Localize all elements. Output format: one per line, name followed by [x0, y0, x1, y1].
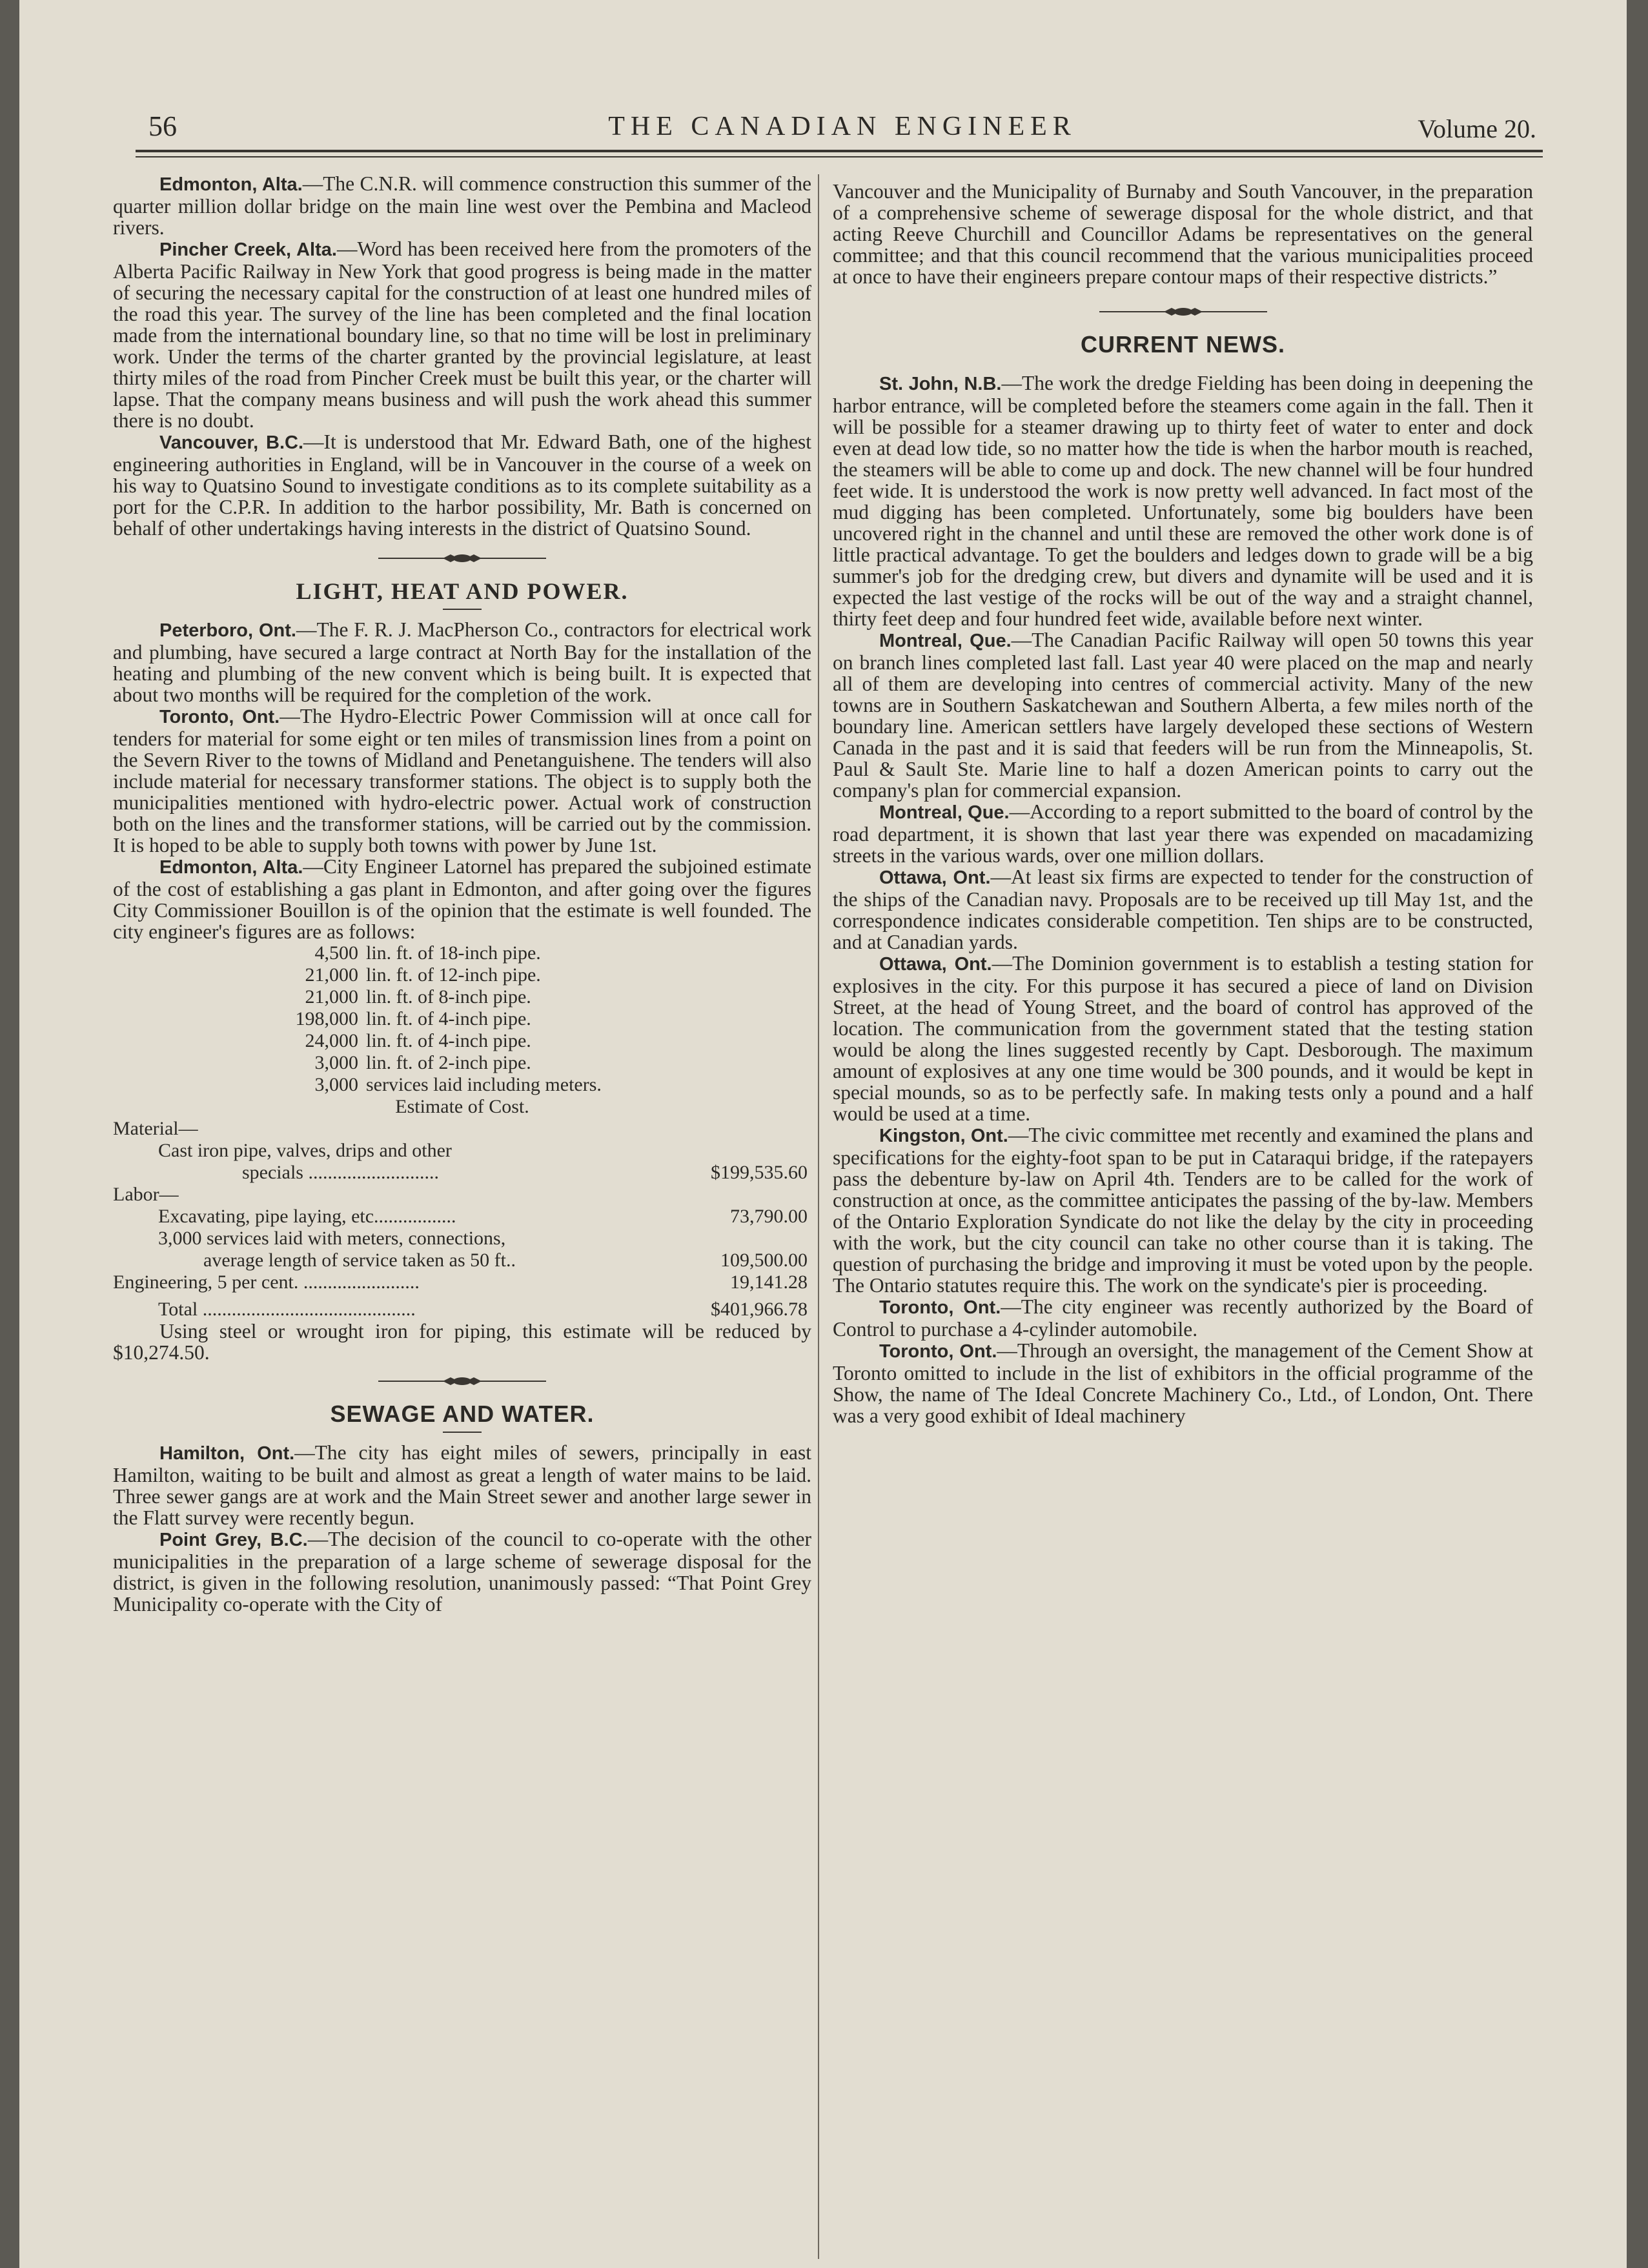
item-place: St. John, N.B. — [879, 374, 1002, 394]
news-item — [833, 1296, 1533, 1340]
item-place: Toronto, Ont. — [879, 1341, 997, 1362]
item-text: —The F. R. J. MacPherson Co., contractors for electrical work and plumbing, have secured a large contract at North Bay for the installation of the heating and plumbing of the new convent which is being built. It is expected that about two months will be required for the completion of the work. — [113, 618, 811, 706]
section-heading-sewage-water: SEWAGE AND WATER. — [330, 1401, 595, 1427]
pipe-row: 198,000 lin. ft. of 4-inch pipe. — [295, 1008, 531, 1029]
item-place: Pincher Creek, Alta. — [159, 239, 337, 260]
estimate-note: Using steel or wrought iron for piping, this estimate will be reduced by $10,274.50. — [113, 1320, 811, 1364]
item-place: Kingston, Ont. — [879, 1126, 1008, 1146]
news-item — [833, 866, 1533, 953]
news-item — [113, 619, 811, 705]
item-text: —The civic committee met recently and examined the plans and specifications for the eighty-foot span to be put in Cataraqui bridge, if the ratepayers pass the debenture by-law on April 4th. Tenders are to be called for the work of construction at once, as the committee anticipates the passing of the by-law. Members of the Ontario Exploration Syndicate do not like the delay by the city in proceeding with the work, but the city council can take no other course than it is taking. The question of purchasing the bridge and improving it must be voted upon by the people. The Ontario statutes require this. The work on the syndicate's pier is proceeding. — [833, 1124, 1533, 1297]
item-text: —It is understood that Mr. Edward Bath, one of the highest engineering authorities in England, will be in Vancouver in the course of a week on his way to Quatsino Sound to investigate conditions as to its complete suitability as a port for the C.P.R. In addition to the harbor possibility, Mr. Bath is concerned on behalf of other undertakings having interests in the district of Quatsino Sound. — [113, 430, 811, 540]
news-item — [833, 953, 1533, 1124]
news-item — [113, 1528, 811, 1615]
item-text: —The C.N.R. will commence construction this summer of the quarter million dollar bridge on the main line west over the Pembina and Macleod rivers. — [113, 172, 811, 239]
news-item — [113, 238, 811, 431]
item-text: —The Canadian Pacific Railway will open 50 towns this year on branch lines completed last fall. Last year 40 were placed on the map and nearly all of them are developing into centres of commercial activity. Many of the new towns are in Southern Saskatchewan and Southern Alberta, a few miles north of the boundary line. American settlers have largely developed these sections of Western Canada in the past and it is said that feeders will be run from the Minneapolis, St. Paul & Sault Ste. Marie line to half a dozen American points to carry out the company's plan for commercial expansion. — [833, 629, 1533, 802]
section-ornament — [833, 307, 1533, 319]
cost-table — [113, 1118, 811, 1321]
cost-amount: 73,790.00 — [730, 1206, 808, 1227]
page-header — [148, 103, 1536, 155]
news-item — [833, 1340, 1533, 1426]
continued-text: Vancouver and the Municipality of Burnaby and South Vancouver, in the preparation of a comprehensive scheme of sewerage disposal for the whole district, and that acting Reeve Churchill and Councillor Adams be representatives on the general committee; and that this council recommend that the various municipalities proceed at once to have their engineers prepare contour maps of their respective districts.” — [833, 180, 1533, 288]
heading-rule — [443, 1432, 482, 1433]
cost-label: 3,000 services laid with meters, connections, — [158, 1228, 506, 1249]
cost-label: Cast iron pipe, valves, drips and other — [158, 1140, 452, 1161]
section-ornament — [113, 553, 811, 566]
cost-row: specials ........................... $199,535.60 — [242, 1162, 808, 1183]
cost-label: Material— — [113, 1118, 198, 1139]
item-place: Ottawa, Ont. — [879, 954, 992, 975]
item-place: Peterboro, Ont. — [159, 620, 296, 641]
item-text: —Word has been received here from the promoters of the Alberta Pacific Railway in New York that good progress is being made in the matter of securing the necessary capital for the construction of at least one hundred miles of the road this year. The survey of the line has been completed and the final location made from the international boundary line, so that no time will be lost in preliminary work. Under the terms of the charter granted by the provincial legislature, at least thirty miles of the road from Pincher Creek must be built this year, or the charter will lapse. That the company means business and will push the work ahead this summer there is no doubt. — [113, 238, 811, 432]
page-number: 56 — [148, 110, 177, 142]
journal-title: THE CANADIAN ENGINEER — [608, 112, 1077, 141]
header-rule — [136, 150, 1543, 152]
cost-row: Excavating, pipe laying, etc................. 73,790.00 — [158, 1206, 808, 1227]
news-item — [833, 1124, 1533, 1296]
item-text: —The city has eight miles of sewers, principally in east Hamilton, waiting to be built and almost as great a length of water mains to be laid. Three sewer gangs are at work and the Main Street sewer and another large sewer in the Flatt survey were recently begun. — [113, 1441, 811, 1529]
cost-amount: 109,500.00 — [720, 1250, 808, 1271]
item-place: Ottawa, Ont. — [879, 867, 991, 888]
pipe-row: 21,000 lin. ft. of 8-inch pipe. — [305, 986, 531, 1007]
pipe-row: 24,000 lin. ft. of 4-inch pipe. — [305, 1030, 531, 1051]
estimate-title: Estimate of Cost. — [395, 1096, 529, 1117]
pipe-list — [287, 942, 811, 1096]
news-item — [113, 856, 811, 942]
item-text: —City Engineer Latornel has prepared the subjoined estimate of the cost of establishing a gas plant in Edmonton, and after going over the figures City Commissioner Bouillon is of the opinion that the estimate is well founded. The city engineer's figures are as follows: — [113, 855, 811, 943]
cost-row: Engineering, 5 per cent. ........................ 19,141.28 — [113, 1271, 808, 1293]
item-place: Edmonton, Alta. — [159, 174, 303, 195]
cost-amount: $199,535.60 — [711, 1162, 808, 1183]
pipe-row: 3,000 lin. ft. of 2-inch pipe. — [314, 1052, 531, 1073]
cost-label: Labor— — [113, 1184, 179, 1205]
volume-label: Volume 20. — [1418, 114, 1536, 143]
heading-rule — [443, 609, 482, 610]
item-place: Montreal, Que. — [879, 631, 1012, 651]
pipe-row: 21,000 lin. ft. of 12-inch pipe. — [305, 964, 541, 986]
item-place: Edmonton, Alta. — [159, 857, 303, 878]
item-place: Point Grey, B.C. — [159, 1530, 308, 1550]
news-item — [113, 431, 811, 539]
item-place: Vancouver, B.C. — [159, 432, 304, 453]
right-column — [833, 181, 1533, 1426]
item-text: —The Dominion government is to establish a testing station for explosives in the city. For this purpose it has secured a piece of land on Division Street, at the head of Young Street, and the board of control has approved of the location. The communication from the government stated that the testing station would be along the lines suggested recently by Capt. Desborough. The maximum amount of explosives at any one time would be 300 pounds, and it would be kept in special mounds, so as to be perfectly safe. In making tests only a pound and a half would be used at a time. — [833, 952, 1533, 1125]
cost-amount: 19,141.28 — [730, 1271, 808, 1293]
news-item — [833, 629, 1533, 801]
column-divider — [818, 174, 819, 2259]
item-place: Toronto, Ont. — [879, 1297, 1001, 1318]
item-text: —The city engineer was recently authorized by the Board of Control to purchase a 4-cylinder automobile. — [833, 1295, 1533, 1341]
pipe-row: 4,500 lin. ft. of 18-inch pipe. — [314, 942, 541, 964]
item-place: Montreal, Que. — [879, 802, 1010, 823]
item-place: Hamilton, Ont. — [159, 1443, 295, 1464]
news-item — [113, 173, 811, 238]
news-item — [833, 372, 1533, 629]
news-item — [113, 1442, 811, 1528]
cost-row: average length of service taken as 50 ft.. 109,500.00 — [203, 1250, 808, 1271]
item-text: —The Hydro-Electric Power Commission will at once call for tenders for material for some eight or ten miles of transmission lines from a point on the Severn River to the towns of Midland and Penetanguishene. The tenders will also include material for necessary transformer stations. The object is to supply both the municipalities mentioned with hydro-electric power. Actual work of construction both on the lines and the transformer stations, will be carried out by the commission. It is hoped to be able to supply both towns with power by June 1st. — [113, 705, 812, 856]
cost-row: Total ............................................ $401,966.78 — [158, 1299, 808, 1320]
news-item — [113, 705, 811, 856]
left-column — [113, 173, 811, 1615]
item-text: —Through an oversight, the management of the Cement Show at Toronto omitted to include in the list of exhibitors in the official programme of the Show, the name of The Ideal Concrete Machinery Co., Ltd., of London, Ont. There was a very good exhibit of Ideal machinery — [833, 1339, 1533, 1427]
item-place: Toronto, Ont. — [159, 707, 280, 727]
item-text: —The work the dredge Fielding has been doing in deepening the harbor entrance, will be completed before the steamers come again in the fall. Then it will be possible for a steamer drawing up to thirty feet of water to enter and dock even at dead low tide, so no matter how the tide is when the harbor mouth is reached, the steamers will be able to come up and dock. The new channel will be four hundred feet wide. It is understood the work is now pretty well advanced. In fact most of the mud digging has been completed. Unfortunately, some big boulders have been uncovered right in the channel and until these are removed the other work done is of little practical advantage. To get the boulders and ledges down to grade will be a big summer's job for the dredging crew, but divers and dynamite will be used and it is expected the last vestige of the rocks will be out of the way and a straight channel, thirty feet deep and four hundred feet wide, available before next winter. — [833, 372, 1533, 630]
page — [19, 0, 1627, 2268]
section-heading-light-heat-power: LIGHT, HEAT AND POWER. — [296, 578, 629, 604]
header-rule-thin — [136, 156, 1543, 157]
item-text: —The decision of the council to co-operate with the other municipalities in the preparation of a large scheme of sewerage disposal for the district, is given in the following resolution, unanimously passed: “That Point Grey Municipality co-operate with the City of — [113, 1528, 811, 1615]
item-text: —According to a report submitted to the board of control by the road department, it is shown that last year there was expended on macadamizing streets in the various wards, over one million dollars. — [833, 800, 1534, 867]
news-item — [833, 801, 1533, 866]
pipe-row: 3,000 services laid including meters. — [314, 1074, 602, 1095]
section-ornament — [113, 1376, 811, 1389]
item-text: —At least six firms are expected to tender for the construction of the ships of the Canadian navy. Proposals are to be received up till May 1st, and the correspondence indicates considerable competition. Ten ships are to be constructed, and at Canadian yards. — [833, 866, 1533, 953]
cost-amount: $401,966.78 — [711, 1299, 808, 1320]
section-heading-current-news: CURRENT NEWS. — [1081, 331, 1285, 358]
